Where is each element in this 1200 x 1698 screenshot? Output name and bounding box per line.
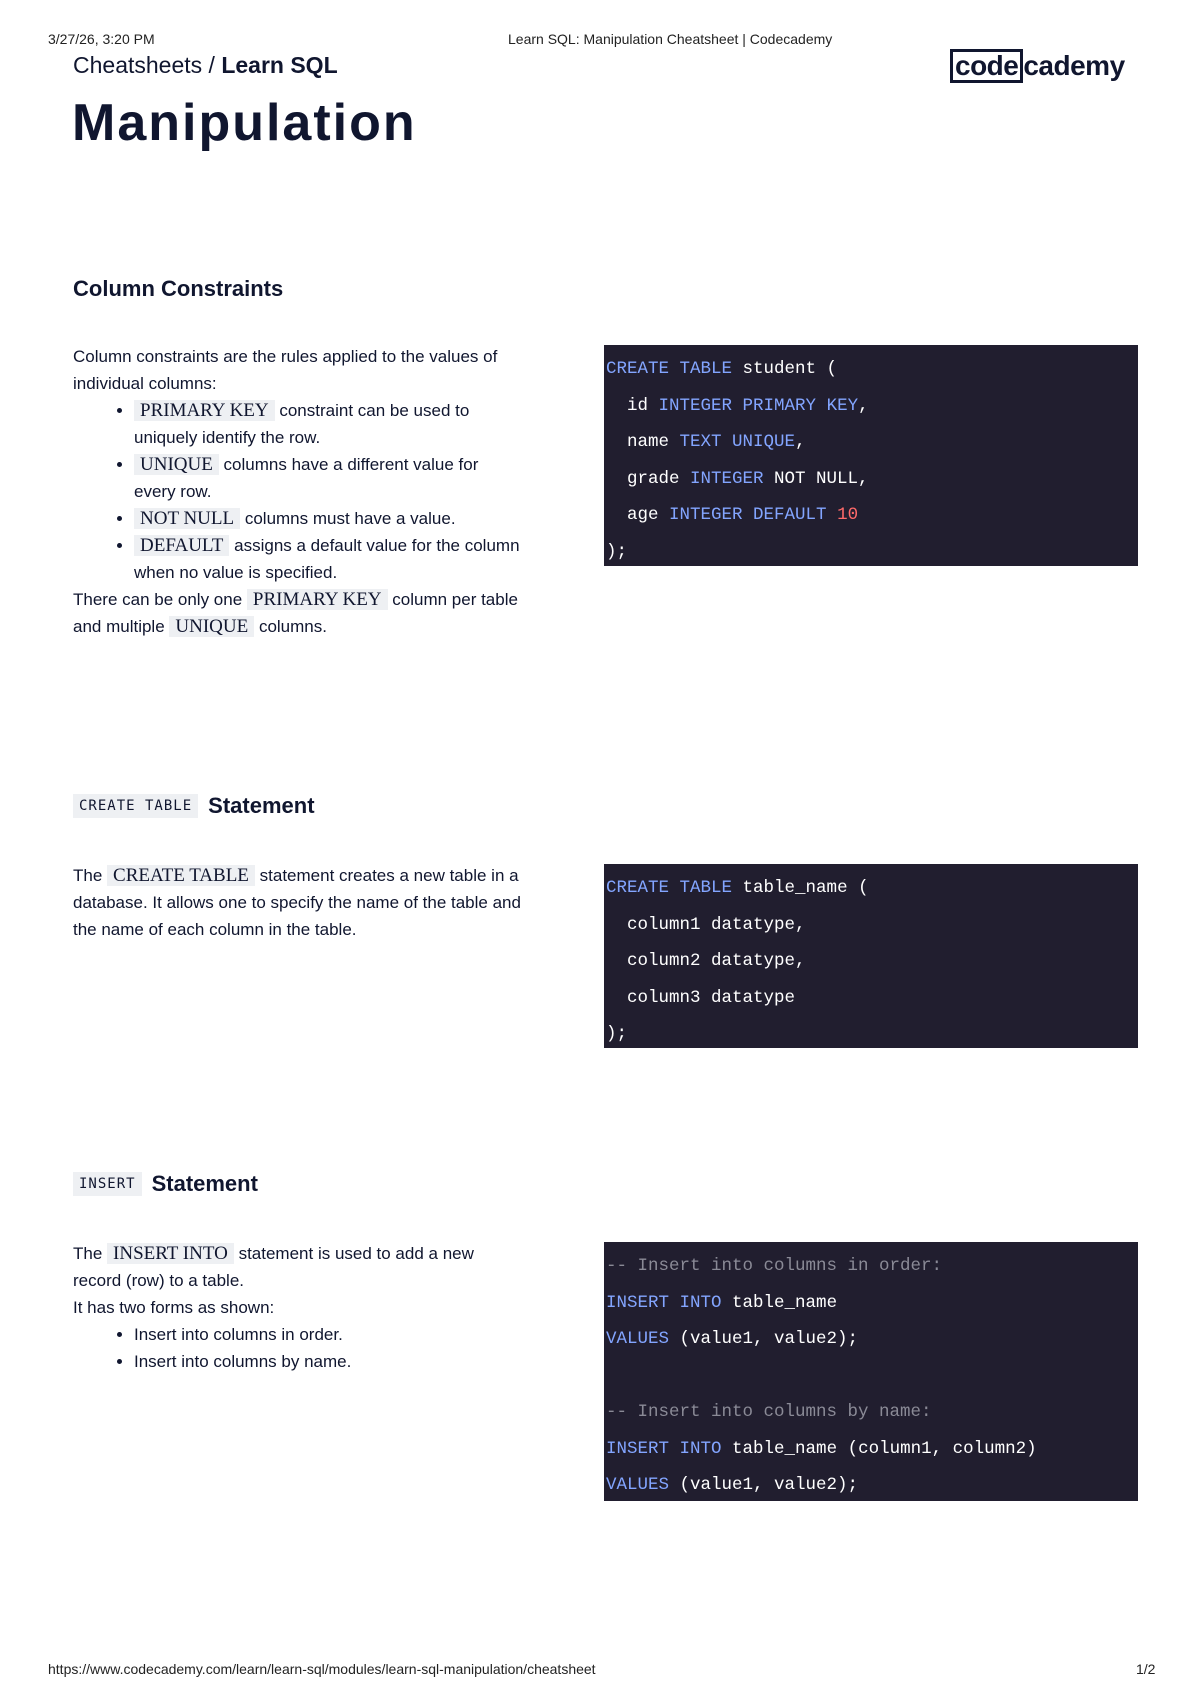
paragraph-text: The (73, 866, 108, 885)
heading-code: INSERT (73, 1172, 142, 1196)
code-text: column3 datatype (606, 987, 796, 1008)
list-item-text: assigns a default value for the column when no value is specified. (134, 536, 525, 582)
code-keyword: TEXT (679, 432, 722, 452)
code-line (606, 1431, 1138, 1468)
list-item: • Insert into columns by name. (134, 1348, 523, 1375)
list-item (134, 505, 523, 532)
code-keyword: CREATE (606, 359, 670, 379)
inline-code: CREATE TABLE (107, 865, 255, 886)
code-line (606, 980, 1138, 1017)
code-text: table_name (721, 1292, 838, 1313)
code-line (606, 1467, 1138, 1504)
list-item-text: constraint can be used to uniquely identify the row. (134, 401, 475, 447)
inline-code: PRIMARY KEY (134, 400, 275, 421)
code-block-create-table[interactable] (604, 864, 1138, 1048)
codecademy-logo[interactable] (950, 48, 1125, 84)
column-constraints-description (73, 343, 523, 640)
list-item (134, 532, 523, 586)
code-line (606, 388, 1138, 425)
code-block-insert[interactable] (604, 1242, 1138, 1501)
paragraph-text: statement is used to add a new record (row) to a table. (73, 1244, 479, 1290)
create-table-paragraph (73, 862, 533, 943)
print-url: https://www.codecademy.com/learn/learn-sql/modules/learn-sql-manipulation/cheatsheet (48, 1661, 596, 1677)
code-keyword: INTEGER (658, 395, 733, 416)
print-page-number: 1/2 (1136, 1661, 1156, 1677)
column-constraints-outro (73, 586, 523, 640)
code-keyword: INTO (679, 1438, 722, 1459)
code-line (606, 907, 1138, 944)
page-title: Manipulation (72, 94, 417, 152)
code-text (669, 1439, 680, 1459)
logo-code-box: code (950, 49, 1023, 83)
heading-code: CREATE TABLE (73, 794, 198, 818)
code-keyword: DEFAULT (753, 505, 827, 525)
code-line (606, 1016, 1138, 1053)
code-keyword: VALUES (606, 1475, 670, 1495)
code-text: column2 datatype, (606, 951, 806, 971)
inline-code: PRIMARY KEY (247, 589, 388, 610)
create-table-description (73, 862, 533, 943)
breadcrumb-cheatsheets-link[interactable]: Cheatsheets (73, 52, 203, 78)
code-text: table_name (column1, column2) (721, 1438, 1037, 1459)
code-block-column-constraints[interactable] (604, 345, 1138, 566)
code-text: table_name ( (732, 878, 869, 898)
code-line (606, 870, 1138, 907)
constraints-list (73, 397, 523, 586)
inline-code: UNIQUE (169, 616, 254, 637)
list-item (134, 397, 523, 451)
list-item-text: columns have a different value for every row. (134, 455, 484, 501)
inline-code: NOT NULL (134, 508, 240, 529)
code-text: (value1, value2); (669, 1329, 859, 1349)
outro-text: There can be only one (73, 590, 247, 609)
code-line (606, 1358, 1138, 1395)
code-text: name (606, 432, 680, 452)
code-text (827, 505, 838, 525)
code-text: , (795, 432, 806, 452)
code-line (606, 943, 1138, 980)
code-text: (value1, value2); (669, 1475, 859, 1495)
code-comment: -- Insert into columns in order: (606, 1256, 943, 1276)
insert-description (73, 1240, 523, 1375)
section-heading-text: Statement (151, 1171, 258, 1196)
outro-text: columns. (254, 617, 327, 636)
inline-code: INSERT INTO (107, 1243, 234, 1264)
code-text: student ( (732, 359, 838, 379)
breadcrumb (73, 52, 338, 79)
code-keyword: TABLE (679, 878, 733, 898)
code-keyword: INSERT (606, 1438, 670, 1459)
code-keyword: CREATE (606, 878, 670, 898)
inline-code: DEFAULT (134, 535, 229, 556)
list-item-text: columns must have a value. (240, 509, 456, 528)
list-item (134, 451, 523, 505)
insert-paragraph (73, 1240, 523, 1294)
logo-rest: cademy (1023, 50, 1125, 81)
code-keyword: INTEGER (669, 505, 743, 525)
code-line (606, 461, 1138, 498)
outro-text: column per table and multiple (73, 590, 523, 636)
code-text: grade (606, 468, 691, 489)
code-text (743, 505, 754, 525)
code-text: NOT NULL, (763, 468, 869, 489)
breadcrumb-current: Learn SQL (221, 52, 338, 78)
code-keyword: INSERT (606, 1292, 670, 1313)
code-text (669, 1293, 680, 1313)
code-text: , (858, 395, 869, 416)
insert-forms-intro: It has two forms as shown: (73, 1298, 275, 1317)
code-comment: -- Insert into columns by name: (606, 1402, 932, 1422)
code-text: age (606, 505, 670, 525)
code-keyword: INTEGER (690, 468, 764, 489)
list-item: • Insert into columns in order. (134, 1321, 523, 1348)
code-number: 10 (837, 505, 859, 525)
code-line (606, 497, 1138, 534)
paragraph-text: statement creates a new table in a database. It allows one to specify the name of the table and the name of each column in the table. (73, 866, 526, 939)
print-date: 3/27/26, 3:20 PM (48, 31, 155, 47)
code-text (669, 878, 680, 898)
code-text: column1 datatype, (606, 914, 806, 935)
code-line (606, 534, 1138, 571)
code-line (606, 1285, 1138, 1322)
column-constraints-intro: Column constraints are the rules applied to the values of individual columns: (73, 347, 498, 393)
code-line (606, 1321, 1138, 1358)
section-heading-insert (73, 1171, 258, 1197)
section-heading-create-table (73, 793, 315, 819)
code-text (732, 396, 743, 416)
code-keyword: KEY (826, 395, 859, 416)
code-keyword: PRIMARY (742, 395, 817, 416)
paragraph-text: The (73, 1244, 108, 1263)
code-text: ); (606, 1024, 628, 1044)
section-heading-text: Column Constraints (73, 276, 284, 301)
code-text: ); (606, 541, 628, 562)
code-line (606, 1394, 1138, 1431)
inline-code: UNIQUE (134, 454, 219, 475)
print-title: Learn SQL: Manipulation Cheatsheet | Codecademy (508, 31, 833, 47)
code-keyword: UNIQUE (732, 432, 796, 452)
insert-forms-list (73, 1321, 523, 1375)
section-heading-text: Statement (208, 793, 315, 818)
section-heading-column-constraints (73, 276, 283, 302)
code-text (722, 432, 733, 452)
code-text (816, 396, 827, 416)
code-line (606, 424, 1138, 461)
code-line (606, 1248, 1138, 1285)
code-keyword: VALUES (606, 1329, 670, 1349)
code-text: id (606, 395, 659, 416)
code-line (606, 351, 1138, 388)
code-keyword: TABLE (679, 359, 733, 379)
code-keyword: INTO (679, 1292, 722, 1313)
breadcrumb-separator: / (202, 52, 222, 78)
code-text (669, 359, 680, 379)
